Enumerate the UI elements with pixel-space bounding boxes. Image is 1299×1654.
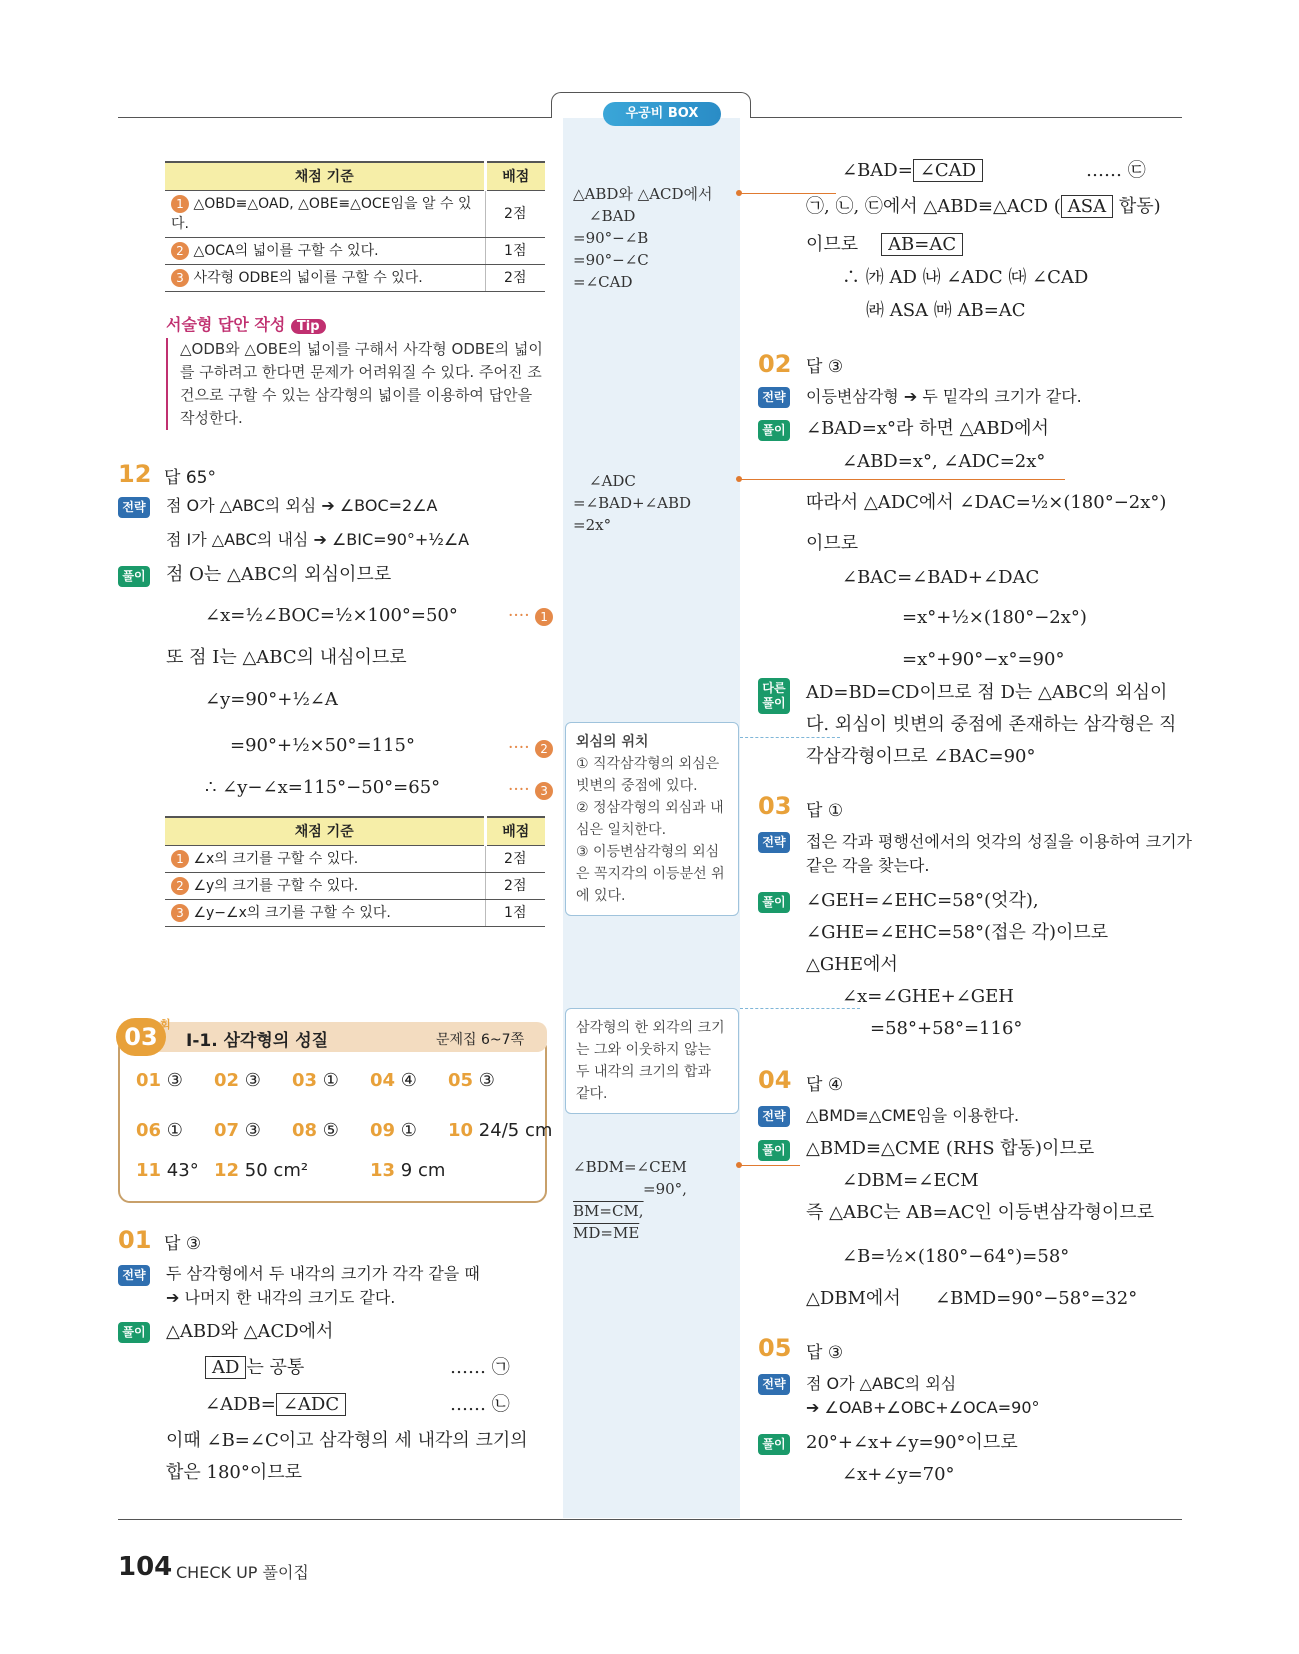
note-exterior-angle: 삼각형의 한 외각의 크기는 그와 이웃하지 않는 두 내각의 크기의 합과 같다. [565, 1008, 739, 1114]
q02-line-4: 이므로 [806, 533, 859, 554]
key-item: 10 24/5 cm [448, 1120, 553, 1141]
points-header: 배점 [485, 162, 545, 190]
criteria-text: ∠y의 크기를 구할 수 있다. [193, 877, 359, 894]
answer-value: 65° [185, 468, 216, 488]
workbook-pages: 문제집 6~7쪽 [436, 1032, 525, 1048]
q05-number: 05 [758, 1334, 792, 1362]
solution-badge: 풀이 [758, 892, 790, 913]
q03-line-3: △GHE에서 [806, 954, 898, 975]
q02-answer: 답 ③ [806, 357, 844, 377]
q02-line-7: =x°+90°−x°=90° [902, 649, 1065, 670]
points: 2점 [485, 190, 545, 237]
note-5: ∠BDM=∠CEM =90°, BM=CM, MD=ME [573, 1158, 687, 1242]
answer-value: ① [827, 801, 844, 821]
q02-strategy: 이등변삼각형 ➔ 두 밑각의 크기가 같다. [806, 387, 1082, 406]
page-number: 104 [118, 1552, 173, 1582]
table-row [165, 190, 545, 237]
q12-answer: 답 65° [164, 468, 216, 488]
points: 2점 [485, 845, 545, 872]
q05-line-1: 20°+∠x+∠y=90°이므로 [806, 1432, 1018, 1453]
key-item: 01 ③ [136, 1070, 183, 1091]
q04-answer: 답 ④ [806, 1075, 844, 1095]
q03-answer: 답 ① [806, 801, 844, 821]
q01-line-3: ∠ADB= ∠ADC [205, 1392, 346, 1418]
step-marker: 2 [171, 242, 189, 260]
strategy-badge: 전략 [758, 1374, 790, 1395]
step-marker: 3 [171, 904, 189, 922]
q12-line-3: 또 점 I는 △ABC의 내심이므로 [166, 647, 407, 668]
solution-badge: 풀이 [118, 566, 150, 587]
q04-line-3: 즉 △ABC는 AB=AC인 이등변삼각형이므로 [806, 1202, 1155, 1223]
q04-strategy: △BMD≡△CME임을 이용한다. [806, 1106, 1020, 1125]
step-marker-2: ···· 2 [508, 738, 553, 758]
table-row [165, 237, 545, 264]
key-item: 06 ① [136, 1120, 183, 1141]
q02-line-3: 따라서 △ADC에서 ∠DAC=½×(180°−2x°) [806, 492, 1167, 513]
q04-line-4: ∠B=½×(180°−64°)=58° [842, 1246, 1070, 1267]
criteria-text: ∠y−∠x의 크기를 구할 수 있다. [193, 904, 391, 921]
q04-line-2: ∠DBM=∠ECM [842, 1170, 979, 1191]
q05-line-2: ∠x+∠y=70° [842, 1464, 955, 1485]
chapter-title: Ⅰ-1. 삼각형의 성질 [186, 1031, 329, 1051]
note-2: ∠ADC =∠BAD+∠ABD =2x° [573, 472, 692, 534]
rt-line-4: ∴ ㈎ AD ㈏ ∠ADC ㈐ ∠CAD [842, 267, 1089, 288]
q03-strategy-2: 같은 각을 찾는다. [806, 856, 930, 875]
solution-badge: 풀이 [118, 1322, 150, 1343]
box-label: 우공비 BOX [603, 102, 721, 126]
top-rule-right [750, 117, 1182, 118]
q04-number: 04 [758, 1066, 792, 1094]
tip-tag: Tip [291, 319, 326, 334]
table-row [165, 872, 545, 899]
strategy-badge: 전략 [758, 1106, 790, 1127]
score-table-1 [165, 161, 545, 292]
q01-line-5: 합은 180°이므로 [166, 1462, 303, 1483]
key-item: 02 ③ [214, 1070, 261, 1091]
q01-line-2: $\overline{AD}$ 는 공통 [205, 1355, 304, 1381]
criteria-text: ∠x의 크기를 구할 수 있다. [193, 850, 359, 867]
criteria-header: 채점 기준 [165, 162, 485, 190]
points: 2점 [485, 872, 545, 899]
answer-value: ③ [185, 1234, 202, 1254]
criteria-text: △OCA의 넓이를 구할 수 있다. [193, 242, 379, 259]
strategy-badge: 전략 [118, 497, 150, 518]
q12-line-2: ∠x=½∠BOC=½×100°=50° [205, 605, 458, 626]
q12-line-6: ∴ ∠y−∠x=115°−50°=65° [205, 777, 441, 798]
q01-number: 01 [118, 1226, 152, 1254]
q05-strategy-2: ➔ ∠OAB+∠OBC+∠OCA=90° [806, 1398, 1040, 1417]
q05-answer: 답 ③ [806, 1343, 844, 1363]
q03-line-2: ∠GHE=∠EHC=58°(접은 각)이므로 [806, 922, 1109, 943]
q03-line-5: =58°+58°=116° [870, 1018, 1023, 1039]
key-item: 12 50 cm² [214, 1160, 309, 1181]
q01-ref-1: …… ㉠ [450, 1357, 510, 1378]
step-marker: 2 [171, 877, 189, 895]
table-row [165, 264, 545, 291]
step-marker: 3 [171, 269, 189, 287]
q01-strategy-1: 두 삼각형에서 두 내각의 크기가 각각 같을 때 [166, 1264, 480, 1283]
q02-alt-2: 다. 외심이 빗변의 중점에 존재하는 삼각형은 직 [806, 714, 1177, 735]
solution-badge: 풀이 [758, 1434, 790, 1455]
rt-line-2: ㉠, ㉡, ㉢에서 △ABD≡△ACD ( ASA 합동) [806, 196, 1161, 217]
criteria-text: △OBD≡△OAD, △OBE≡△OCE임을 알 수 있다. [171, 195, 472, 232]
step-marker-1: ···· 1 [508, 606, 553, 626]
q12-line-4: ∠y=90°+½∠A [205, 689, 338, 710]
q02-line-1: ∠BAD=x°라 하면 △ABD에서 [806, 418, 1049, 439]
solution-badge: 풀이 [758, 1140, 790, 1161]
note-1: △ABD와 △ACD에서 ∠BAD =90°−∠B =90°−∠C =∠CAD [573, 185, 713, 291]
points-header: 배점 [485, 817, 545, 845]
answer-value: ③ [827, 357, 844, 377]
q03-strategy-1: 접은 각과 평행선에서의 엇각의 성질을 이용하여 크기가 [806, 832, 1193, 851]
key-item: 03 ① [292, 1070, 339, 1091]
q12-line-1: 점 O는 △ABC의 외심이므로 [166, 564, 392, 585]
key-item: 07 ③ [214, 1120, 261, 1141]
connector-line [740, 479, 1065, 480]
points: 2점 [485, 264, 545, 291]
rt-line-3: 이므로 AB=AC [806, 232, 963, 258]
q02-line-5: ∠BAC=∠BAD+∠DAC [842, 567, 1040, 588]
q02-number: 02 [758, 350, 792, 378]
step-marker: 1 [171, 850, 189, 868]
table-row [165, 845, 545, 872]
step-marker-3: ···· 3 [508, 780, 553, 800]
connector-line [740, 1165, 800, 1166]
solution-badge: 풀이 [758, 420, 790, 441]
strategy-badge: 전략 [758, 832, 790, 853]
top-rule-left [118, 117, 551, 118]
q02-alt-1: AD=BD=CD이므로 점 D는 △ABC의 외심이 [806, 682, 1168, 703]
strategy-badge: 전략 [758, 387, 790, 408]
strategy-badge: 전략 [118, 1265, 150, 1286]
q03-number: 03 [758, 792, 792, 820]
q01-answer: 답 ③ [164, 1234, 202, 1254]
key-item: 09 ① [370, 1120, 417, 1141]
rt-line-5: ㈑ ASA ㈒ AB=AC [866, 300, 1026, 321]
answer-value: ④ [827, 1075, 844, 1095]
round-badge: 03 [116, 1018, 166, 1056]
key-item: 13 9 cm [370, 1160, 446, 1181]
rt-line-1: ∠BAD= ∠CAD [842, 158, 983, 184]
q02-alt-3: 각삼각형이므로 ∠BAC=90° [806, 746, 1036, 767]
answer-value: ③ [827, 1343, 844, 1363]
rt-ref: …… ㉢ [1086, 160, 1146, 181]
q02-line-2: ∠ABD=x°, ∠ADC=2x° [842, 451, 1046, 472]
key-item: 11 43° [136, 1160, 199, 1181]
note-circumcenter: 외심의 위치 ① 직각삼각형의 외심은 빗변의 중점에 있다. ② 정삼각형의 외심과 내심은 일치한다. ③ 이등변삼각형의 외심은 꼭지각의 이등분선 위에 있다. [565, 722, 739, 916]
q03-line-4: ∠x=∠GHE+∠GEH [842, 986, 1014, 1007]
q01-line-4: 이때 ∠B=∠C이고 삼각형의 세 내각의 크기의 [166, 1430, 528, 1451]
q04-line-1: △BMD≡△CME (RHS 합동)이므로 [806, 1138, 1095, 1159]
q02-line-6: =x°+½×(180°−2x°) [902, 607, 1087, 628]
footer-title: CHECK UP 풀이집 [176, 1563, 309, 1582]
criteria-header: 채점 기준 [165, 817, 485, 845]
bottom-rule [118, 1519, 1182, 1520]
q01-strategy-2: ➔ 나머지 한 내각의 크기도 같다. [166, 1288, 396, 1307]
tip-body: △ODB와 △OBE의 넓이를 구해서 사각형 ODBE의 넓이를 구하려고 한다면 문제가 어려워질 수 있다. 주어진 조건으로 구할 수 있는 삼각형의 넓이를 이용하여 답안을 작성한다. [166, 338, 546, 430]
step-marker: 1 [171, 195, 189, 213]
tip-title [166, 312, 326, 335]
key-item: 05 ③ [448, 1070, 495, 1091]
table-row [165, 899, 545, 926]
q12-strategy-1: 점 O가 △ABC의 외심 ➔ ∠BOC=2∠A [166, 496, 438, 515]
key-item: 04 ④ [370, 1070, 417, 1091]
q05-strategy-1: 점 O가 △ABC의 외심 [806, 1374, 957, 1393]
q12-line-5: =90°+½×50°=115° [230, 735, 415, 756]
q01-line-1: △ABD와 △ACD에서 [166, 1321, 334, 1342]
criteria-text: 사각형 ODBE의 넓이를 구할 수 있다. [193, 269, 423, 286]
points: 1점 [485, 237, 545, 264]
q03-line-1: ∠GEH=∠EHC=58°(엇각), [806, 890, 1039, 911]
round-suffix: 회 [160, 1018, 171, 1031]
score-table-2 [165, 816, 545, 927]
q01-ref-2: …… ㉡ [450, 1394, 510, 1415]
tip-title-text: 서술형 답안 작성 [166, 315, 286, 334]
points: 1점 [485, 899, 545, 926]
alt-solution-badge: 다른풀이 [758, 678, 790, 714]
key-item: 08 ⑤ [292, 1120, 339, 1141]
q12-strategy-2: 점 I가 △ABC의 내심 ➔ ∠BIC=90°+½∠A [166, 530, 470, 549]
q12-number: 12 [118, 460, 152, 488]
q04-line-5: △DBM에서 ∠BMD=90°−58°=32° [806, 1288, 1138, 1309]
